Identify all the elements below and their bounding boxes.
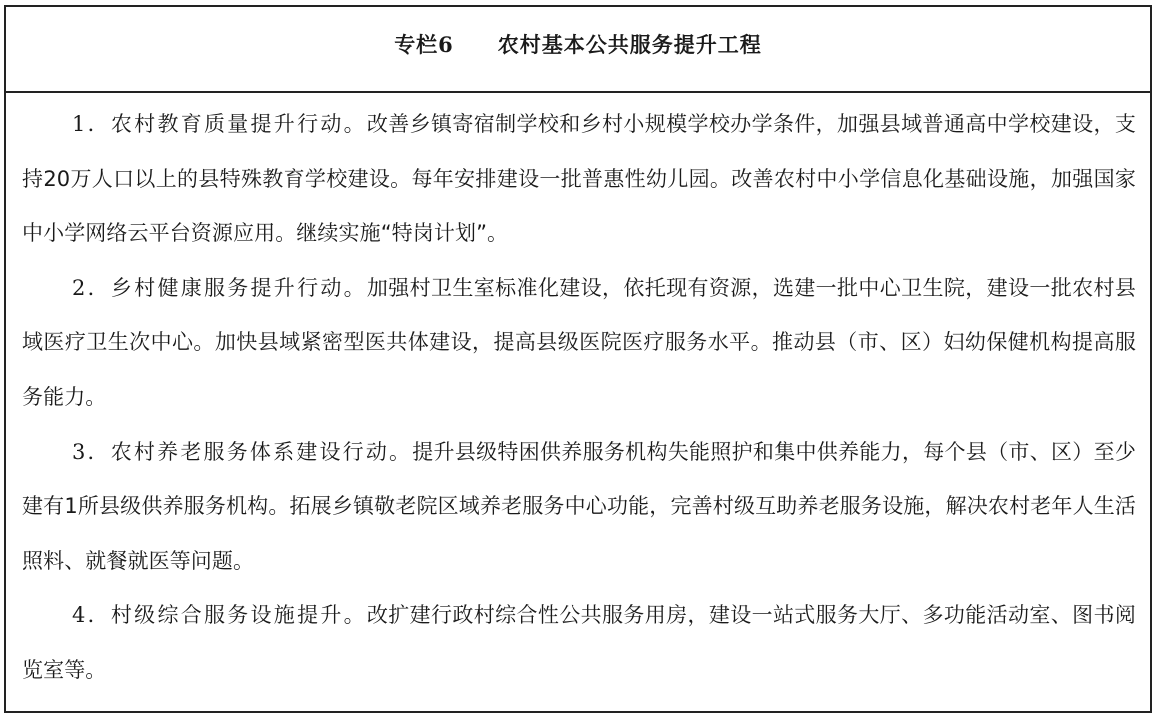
column-header [6,7,1150,93]
item-text: 改善乡镇寄宿制学校和乡村小规模学校办学条件，加强县域普通高中学校建设，支持20万人口以上的县特殊教育学校建设。每年安排建设一批普惠性幼儿园。改善农村中小学信息化基础设施，加强国家中小学网络云平台资源应用。继续实施“特岗计划”。 [22,112,1136,246]
item-lead: 2．乡村健康服务提升行动。 [72,275,367,300]
item-paragraph-2 [22,261,1136,425]
item-paragraph-1 [22,97,1136,261]
item-lead: 3．农村养老服务体系建设行动。 [72,439,413,464]
item-text: 提升县级特困供养服务机构失能照护和集中供养能力，每个县（市、区）至少建有1所县级供养服务机构。拓展乡镇敬老院区域养老服务中心功能，完善村级互助养老服务设施，解决农村老年人生活照料、就餐就医等问题。 [22,439,1136,573]
item-lead: 4．村级综合服务设施提升。 [72,603,367,628]
column-title: 专栏6 农村基本公共服务提升工程 [394,32,762,57]
column-box [4,5,1152,713]
item-text: 改扩建行政村综合性公共服务用房，建设一站式服务大厅、多功能活动室、图书阅览室等。 [22,603,1136,682]
item-text: 加强村卫生室标准化建设，依托现有资源，选建一批中心卫生院，建设一批农村县域医疗卫生次中心。加快县域紧密型医共体建设，提高县级医院医疗服务水平。推动县（市、区）妇幼保健机构提高服务能力。 [22,275,1136,409]
item-paragraph-3 [22,425,1136,589]
item-lead: 1．农村教育质量提升行动。 [72,112,367,136]
item-paragraph-4 [22,588,1136,697]
column-body [6,93,1150,698]
